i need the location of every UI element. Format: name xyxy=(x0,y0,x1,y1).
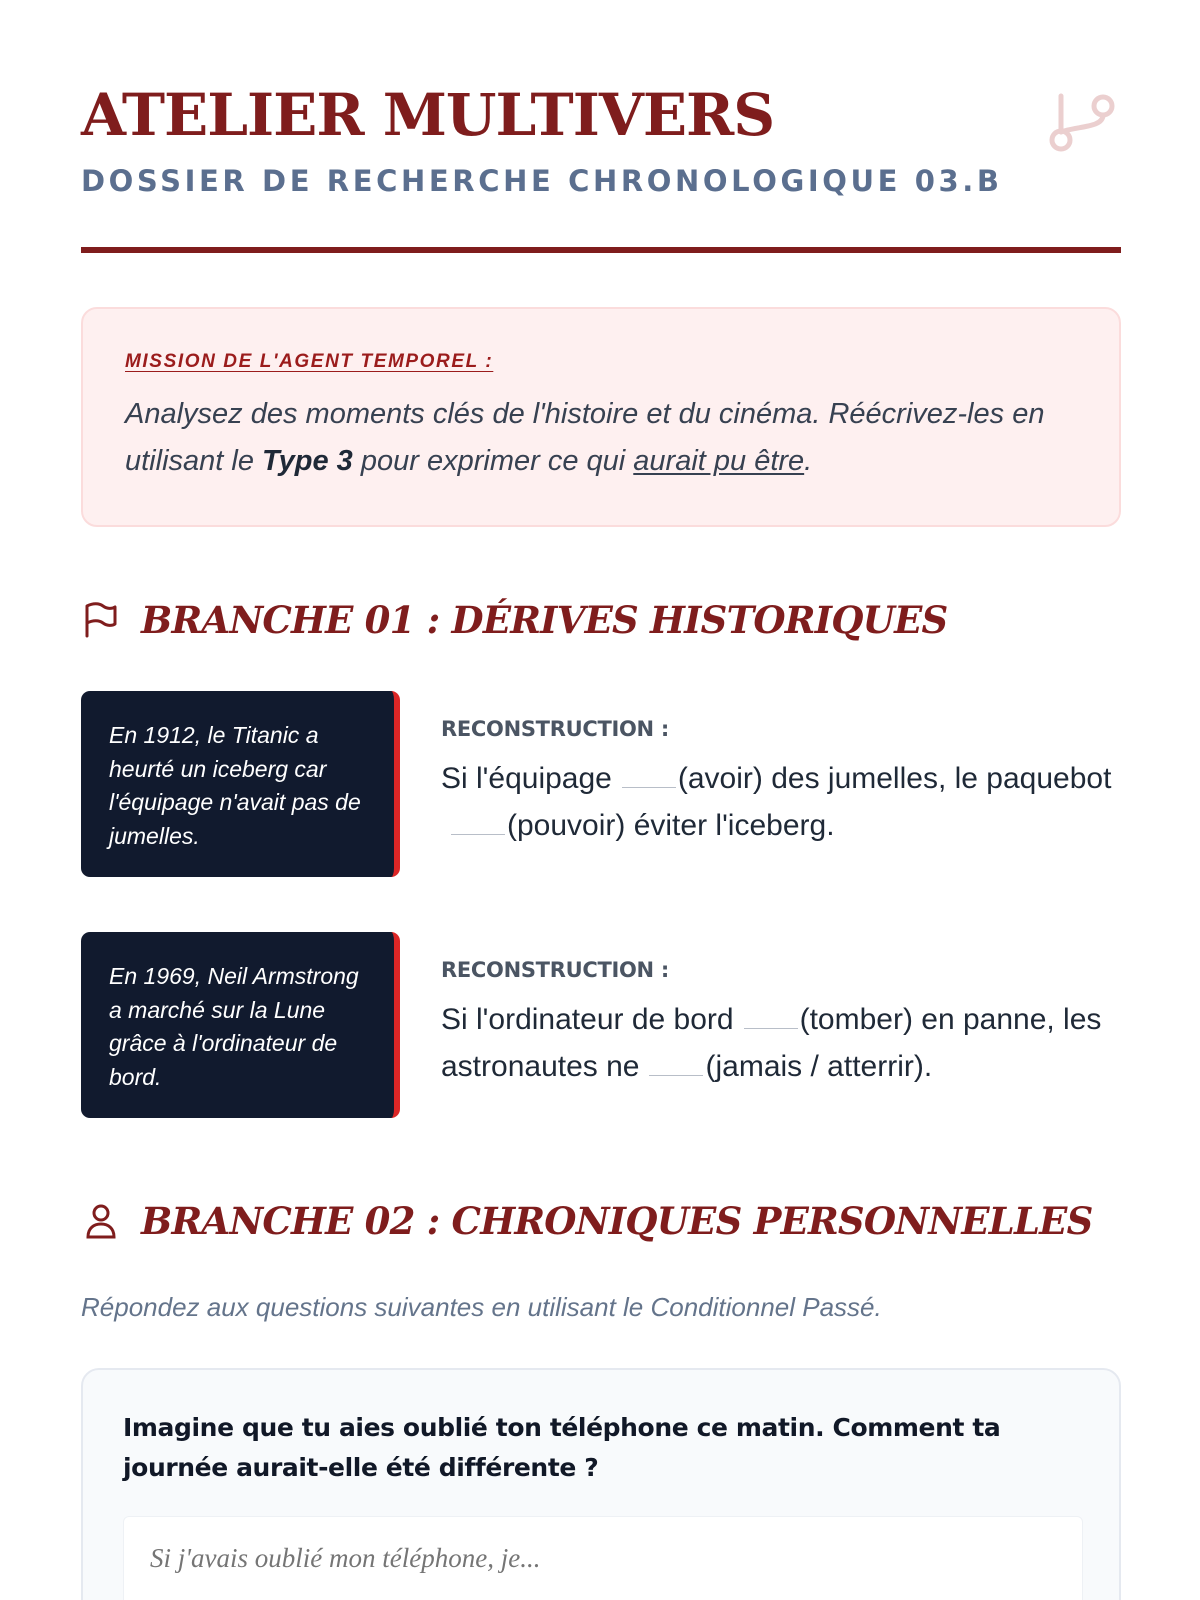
mission-label: MISSION DE L'AGENT TEMPOREL : xyxy=(125,351,494,372)
exercise-row xyxy=(81,691,1121,877)
question-box xyxy=(81,1368,1121,1600)
reconstruction xyxy=(441,691,1121,849)
question-text: Imagine que tu aies oublié ton téléphone ce matin. Comment ta journée aurait-elle été différente ? xyxy=(123,1413,1001,1482)
page-subtitle: DOSSIER DE RECHERCHE CHRONOLOGIQUE 03.B xyxy=(81,164,1003,198)
answer-input[interactable] xyxy=(123,1516,1083,1600)
blank-field[interactable] xyxy=(744,1001,798,1029)
flag-icon xyxy=(81,600,121,640)
page-title: ATELIER MULTIVERS xyxy=(81,81,775,149)
mission-text-part1: Analysez des moments clés de l'histoire et du cinéma. Réécrivez-les en utilisant le xyxy=(125,398,1045,477)
header xyxy=(81,82,1121,252)
exercise-row xyxy=(81,932,1121,1118)
mission-text-part2: pour exprimer ce qui xyxy=(352,445,634,477)
header-divider xyxy=(81,247,1121,253)
reconstruction-label: RECONSTRUCTION : xyxy=(441,958,669,982)
section-title-branch-02: BRANCHE 02 : CHRONIQUES PERSONNELLES xyxy=(141,1199,1093,1243)
sentence-part: Si l'équipage xyxy=(441,762,612,795)
sentence-part: (avoir) des jumelles, le paquebot xyxy=(677,762,1112,795)
blank-field[interactable] xyxy=(649,1048,703,1076)
mission-box xyxy=(81,307,1121,527)
sentence-part: Si l'ordinateur de bord xyxy=(441,1003,734,1036)
section-header-branch-02 xyxy=(81,1195,1121,1247)
mission-text-end: . xyxy=(804,445,813,477)
sentence-part: (jamais / atterrir). xyxy=(705,1050,933,1083)
blank-field[interactable] xyxy=(622,760,676,788)
mission-text-underlined: aurait pu être xyxy=(633,445,805,477)
sentence-part: (tomber) en panne, les astronautes ne xyxy=(441,1003,1102,1083)
reconstruction xyxy=(441,932,1121,1090)
mission-text xyxy=(125,391,1077,485)
section-intro: Répondez aux questions suivantes en utilisant le Conditionnel Passé. xyxy=(81,1292,882,1322)
git-branch-icon xyxy=(1047,86,1121,160)
fact-card xyxy=(81,932,400,1118)
section-title-branch-01: BRANCHE 01 : DÉRIVES HISTORIQUES xyxy=(141,598,948,642)
mission-text-bold: Type 3 xyxy=(262,445,353,477)
reconstruction-sentence xyxy=(441,755,1121,849)
sentence-part: (pouvoir) éviter l'iceberg. xyxy=(507,809,835,842)
reconstruction-sentence xyxy=(441,996,1121,1090)
blank-field[interactable] xyxy=(451,807,505,835)
reconstruction-label: RECONSTRUCTION : xyxy=(441,717,669,741)
section-header-branch-01 xyxy=(81,594,1121,646)
fact-text: En 1969, Neil Armstrong a marché sur la Lune grâce à l'ordinateur de bord. xyxy=(109,963,359,1090)
fact-card xyxy=(81,691,400,877)
fact-text: En 1912, le Titanic a heurté un iceberg car l'équipage n'avait pas de jumelles. xyxy=(109,722,361,849)
user-icon xyxy=(81,1201,121,1241)
